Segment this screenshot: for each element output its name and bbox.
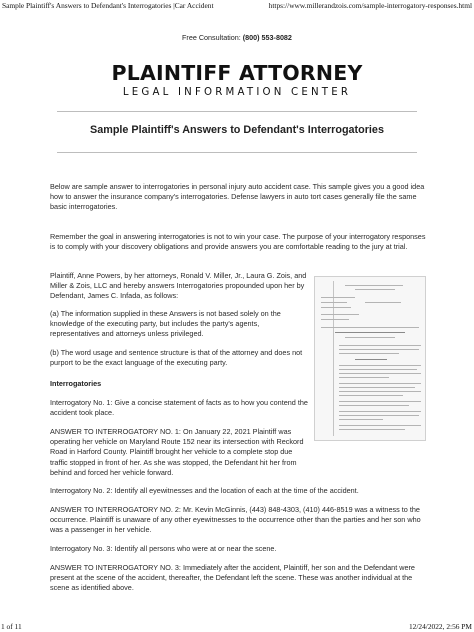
sample-document-thumbnail[interactable] bbox=[314, 276, 426, 441]
logo-main-text: PLAINTIFF ATTORNEY bbox=[111, 61, 363, 85]
print-page-title: Sample Plaintiff's Answers to Defendant's Interrogatories |Car Accident bbox=[2, 1, 214, 10]
print-datetime: 12/24/2022, 2:56 PM bbox=[408, 622, 472, 631]
consultation-phone[interactable]: (800) 553-8082 bbox=[242, 33, 292, 42]
title-divider bbox=[57, 152, 417, 153]
consultation-label: Free Consultation: bbox=[182, 33, 241, 42]
print-footer bbox=[0, 622, 474, 632]
interrogatory-1: Interrogatory No. 1: Give a concise statement of facts as to how you contend the accident took place. bbox=[50, 398, 308, 418]
answer-3: ANSWER TO INTERROGATORY NO. 3: Immediately after the accident, Plaintiff, her son and the Defendant were present at the scene of the accident, thereafter, the Defendant left the scene. These was another individual at the scene as identified above. bbox=[50, 563, 415, 593]
page-counter: 1 of 11 bbox=[1, 622, 22, 631]
interrogatory-3: Interrogatory No. 3: Identify all persons who were at or near the scene. bbox=[50, 544, 277, 553]
answer-1: ANSWER TO INTERROGATORY NO. 1: On January 22, 2021 Plaintiff was operating her vehicle on Maryland Route 152 near its intersection with Reckord Road in Harford County. Plaintiff brought her vehicle to a complete stop due traffic stopped in front of her. As she was stopped, the Defendant hit her from behind and forced her vehicle forward. bbox=[50, 427, 304, 477]
free-consultation-line bbox=[0, 33, 474, 42]
top-divider bbox=[57, 111, 417, 112]
plaintiff-paragraph: Plaintiff, Anne Powers, by her attorneys, Ronald V. Miller, Jr., Laura G. Zois, and Miller & Zois, LLC and hereby answers Interrogatories propounded upon her by Defendant, James C. Infada, as follows: bbox=[50, 271, 307, 301]
logo-sub-text: LEGAL INFORMATION CENTER bbox=[122, 87, 352, 98]
goal-paragraph: Remember the goal in answering interrogatories is not to win your case. The purpose of your interrogatory responses is to comply with your discovery obligations and provide answers you are comfortable reading to the jury at trial. bbox=[50, 232, 426, 252]
document-title: Sample Plaintiff's Answers to Defendant's Interrogatories bbox=[90, 124, 384, 136]
clause-a-paragraph: (a) The information supplied in these Answers is not based solely on the knowledge of the executing party, but includes the party's agents, representatives and attorneys unless privileged. bbox=[50, 309, 281, 339]
print-header bbox=[0, 0, 474, 10]
interrogatory-2: Interrogatory No. 2: Identify all eyewitnesses and the location of each at the time of the accident. bbox=[50, 486, 359, 495]
interrogatories-heading: Interrogatories bbox=[50, 379, 102, 388]
clause-b-paragraph: (b) The word usage and sentence structure is that of the attorney and does not purport to be the exact language of the executing party. bbox=[50, 348, 303, 368]
print-page-url: https://www.millerandzois.com/sample-interrogatory-responses.html bbox=[268, 1, 472, 10]
site-logo[interactable] bbox=[0, 60, 474, 100]
intro-paragraph: Below are sample answer to interrogatories in personal injury auto accident case. This sample gives you a good idea how to answer the insurance company's interrogatories. Defense lawyers in auto tort cases generally file the same basic interrogatories. bbox=[50, 182, 425, 212]
answer-2: ANSWER TO INTERROGATORY NO. 2: Mr. Kevin McGinnis, (443) 848-4303, (410) 446-8519 was a witness to the occurrence. Plaintiff is unaware of any other eyewitnesses to the occurrence other than the parties and her son who was a passenger in her vehicle. bbox=[50, 505, 421, 535]
